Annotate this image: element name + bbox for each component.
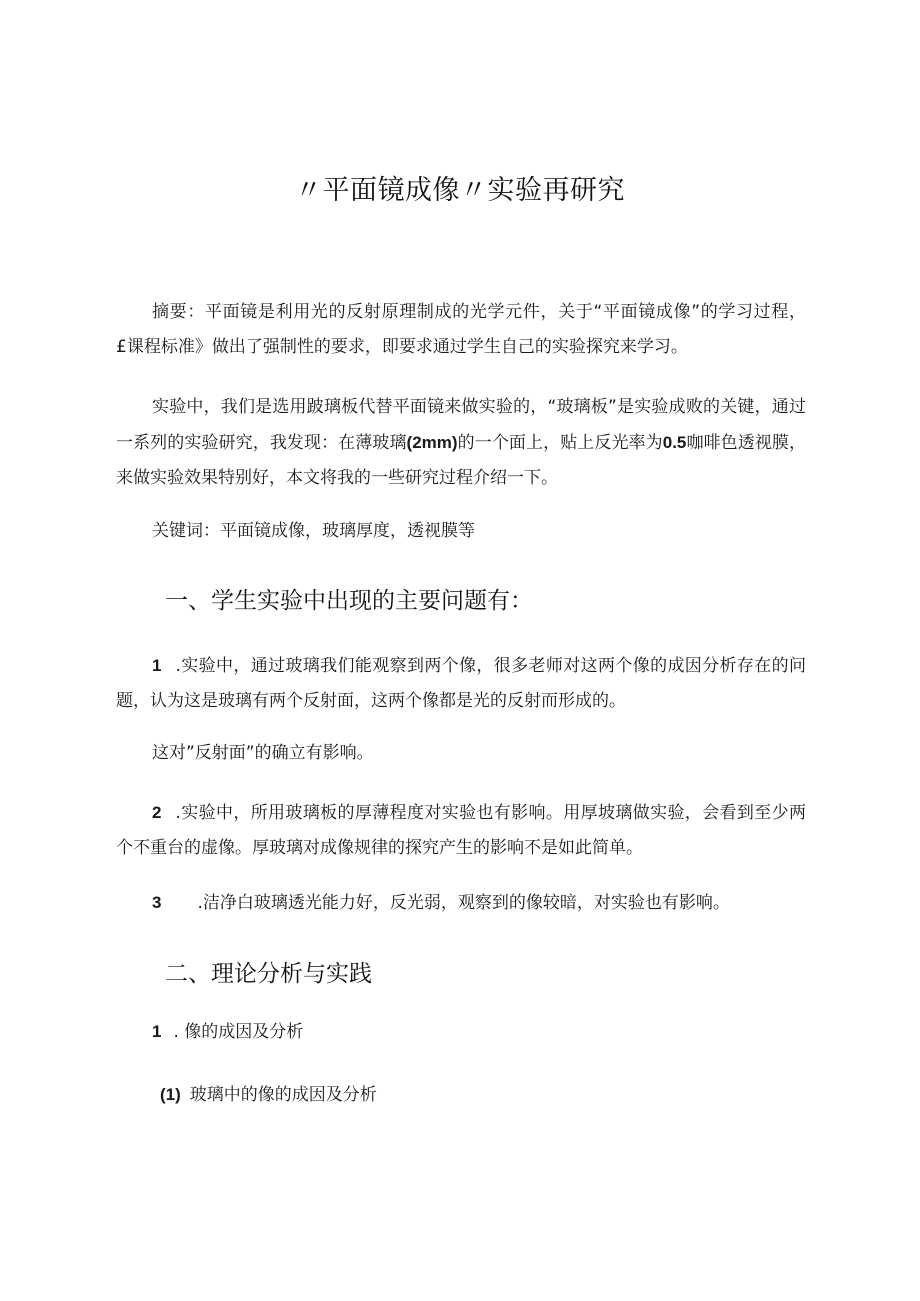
sub1a-number: (1)	[160, 1085, 181, 1104]
item3-number: 3	[152, 893, 162, 912]
document-title: 〃平面镜成像〃实验再研究	[295, 175, 625, 206]
section2-heading: 二、理论分析与实践	[165, 961, 372, 987]
glass-thickness-value: (2mm)	[406, 433, 458, 452]
item1-text: .实验中，通过玻璃我们能观察到两个像，很多老师对这两个像的成因分析存在的问题，认为这是玻璃有两个反射面，这两个像都是光的反射而形成的。	[116, 656, 806, 711]
section1-item3	[152, 891, 730, 915]
section1-note: 这对”反射面”的确立有影响。	[152, 743, 374, 763]
reflectance-value: 0.5	[662, 433, 687, 452]
intro-text-3: 咖啡色透视膜，来做实验效果特别好，本文将我的一些研究过程介绍一下。	[116, 433, 807, 488]
section2-sub1a	[160, 1083, 377, 1107]
intro-text-2: 的一个面上，贴上反光率为	[457, 433, 663, 453]
section1-heading: 一、学生实验中出现的主要问题有：	[165, 588, 533, 614]
intro-paragraph	[116, 390, 806, 496]
keywords-line: 关键词：平面镜成像，玻璃厚度，透视膜等	[152, 521, 475, 541]
sub1a-text: 玻璃中的像的成因及分析	[189, 1085, 377, 1105]
item1-number: 1	[152, 656, 162, 675]
abstract-paragraph: 摘要：平面镜是利用光的反射原理制成的光学元件，关于“平面镜成像”的学习过程，£课程标准》做出了强制性的要求，即要求通过学生自己的实验探究来学习。	[116, 302, 806, 357]
item2-text: .实验中，所用玻璃板的厚薄程度对实验也有影响。用厚坡璃做实验，会看到至少两个不重台的虚像。厚玻璃对成像规律的探究产生的影响不是如此简单。	[116, 803, 806, 858]
sub1-number: 1	[152, 1022, 162, 1041]
sub1-text: . 像的成因及分析	[173, 1022, 304, 1042]
item3-text: .洁净白玻璃透光能力好，反光弱，观察到的像较暗，对实验也有影响。	[197, 893, 730, 913]
item2-number: 2	[152, 803, 162, 822]
intro-text-1: 实验中，我们是选用跛璃板代替平面镜来做实验的，“玻璃板”是实验成败的关键，通过一系列的实验研究，我发现：在薄玻璃	[116, 397, 806, 453]
section1-item2	[116, 795, 806, 866]
section2-sub1	[152, 1020, 303, 1044]
section1-item1	[116, 648, 806, 719]
